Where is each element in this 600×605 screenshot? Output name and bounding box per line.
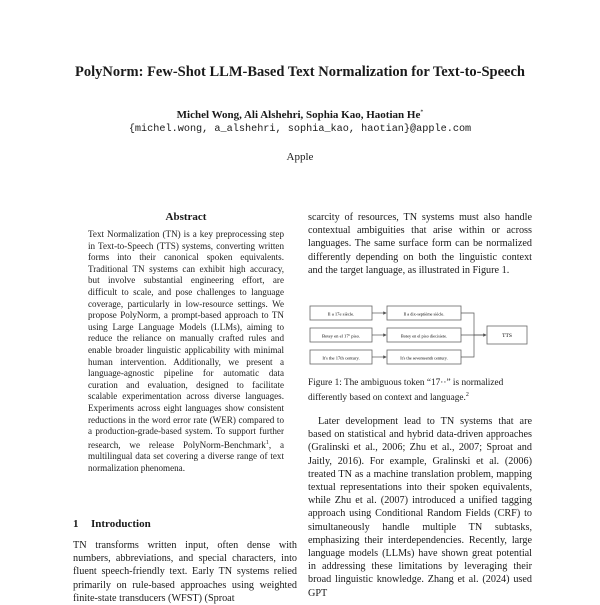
right-column-bottom-text <box>308 415 532 600</box>
figure-1-caption <box>308 377 532 404</box>
introduction-text: TN transforms written input, often dense with numbers, abbreviations, and special characters, into fluent speech-friendly text. Early TN systems relied primarily on rule-based approaches using weighted finite-state transducers (WFST) (Sproat <box>73 540 297 604</box>
right-bottom-paragraph: Later development lead to TN systems that are based on statistical and hybrid data-driven approaches (Gralinski et al., 2006; Zhu et al., 2007; Sproat and Jaitly, 2016). For example, Gralinski et al. (2006) treated TN as a machine translation problem, mapping textual representations into their spoken equivalents, while Zhu et al. (2007) introduced a unified tagging approach using Conditional Random Fields (CRF) to simultaneously handle multiple TN subtasks, emphasizing their interdependencies. Recently, large language models (LLMs) have shown great potential in addressing these limitations by leveraging their broad linguistic knowledge. Zhang et al. (2024) used GPT <box>308 416 532 599</box>
connector-1 <box>461 313 486 335</box>
output-text-2: Botey en el piso diecisiete. <box>400 333 448 339</box>
tts-label: TTS <box>502 333 512 339</box>
output-text-3: It's the seventeenth century. <box>400 355 448 361</box>
paper-title: PolyNorm: Few-Shot LLM-Based Text Normalization for Text-to-Speech <box>75 64 525 80</box>
input-text-2: Botey en el 17º piso. <box>321 333 361 339</box>
author-names: Michel Wong, Ali Alshehri, Sophia Kao, Haotian He <box>176 109 421 121</box>
output-text-1: Il a dix-septième siècle. <box>403 311 445 317</box>
input-text-3: It's the 17th century. <box>322 355 360 361</box>
author-emails: {michel.wong, a_alshehri, sophia_kao, haotian}@apple.com <box>128 124 472 135</box>
input-text-1: Il a 17e siècle. <box>327 311 355 317</box>
footnote-mark: 1 <box>265 439 269 446</box>
connector-3 <box>461 335 474 357</box>
abstract-heading: Abstract <box>165 211 207 223</box>
abstract-text-end: , a multilingual data set covering a diverse range of text normalization phenomena. <box>88 439 284 473</box>
right-column-top-text <box>308 211 532 277</box>
author-mark: * <box>420 109 424 116</box>
figure-1-diagram <box>308 302 532 370</box>
right-top-paragraph: scarcity of resources, TN systems must also handle contextual ambiguities that arise within or across languages. The same surface form can be normalized differently depending on both the linguistic context and the target language, as illustrated in Figure 1. <box>308 212 532 276</box>
section-heading-introduction <box>73 518 151 530</box>
affiliation: Apple <box>286 151 314 163</box>
caption-text: Figure 1: The ambiguous token “17··” is normalized differently based on context and language. <box>308 378 504 404</box>
abstract-text: Text Normalization (TN) is a key preprocessing step in Text-to-Speech (TTS) systems, converting written forms into their canonical spoken equivalents. Traditional TN systems can exhibit high accuracy, but involve substantial engineering effort, are difficult to scale, and pose challenges to language coverage, particularly in low-resource settings. We propose PolyNorm, a prompt-based approach to TN using Large Language Models (LLMs), aiming to reduce the reliance on manually crafted rules and enable broader linguistic applicability with minimal human intervention. Additionally, we present a language-agnostic pipeline for automatic data curation and evaluation, designed to facilitate scalable experimentation across diverse languages. Experiments across eight languages show consistent reductions in the word error rate (WER) compared to a production-grade-based system. To support further research, we release PolyNorm-Benchmark <box>88 229 284 450</box>
author-list <box>0 109 600 121</box>
section-title: Introduction <box>91 518 151 530</box>
section-number: 1 <box>73 518 79 530</box>
abstract-body <box>88 229 284 475</box>
caption-footnote-mark: 2 <box>465 392 469 398</box>
